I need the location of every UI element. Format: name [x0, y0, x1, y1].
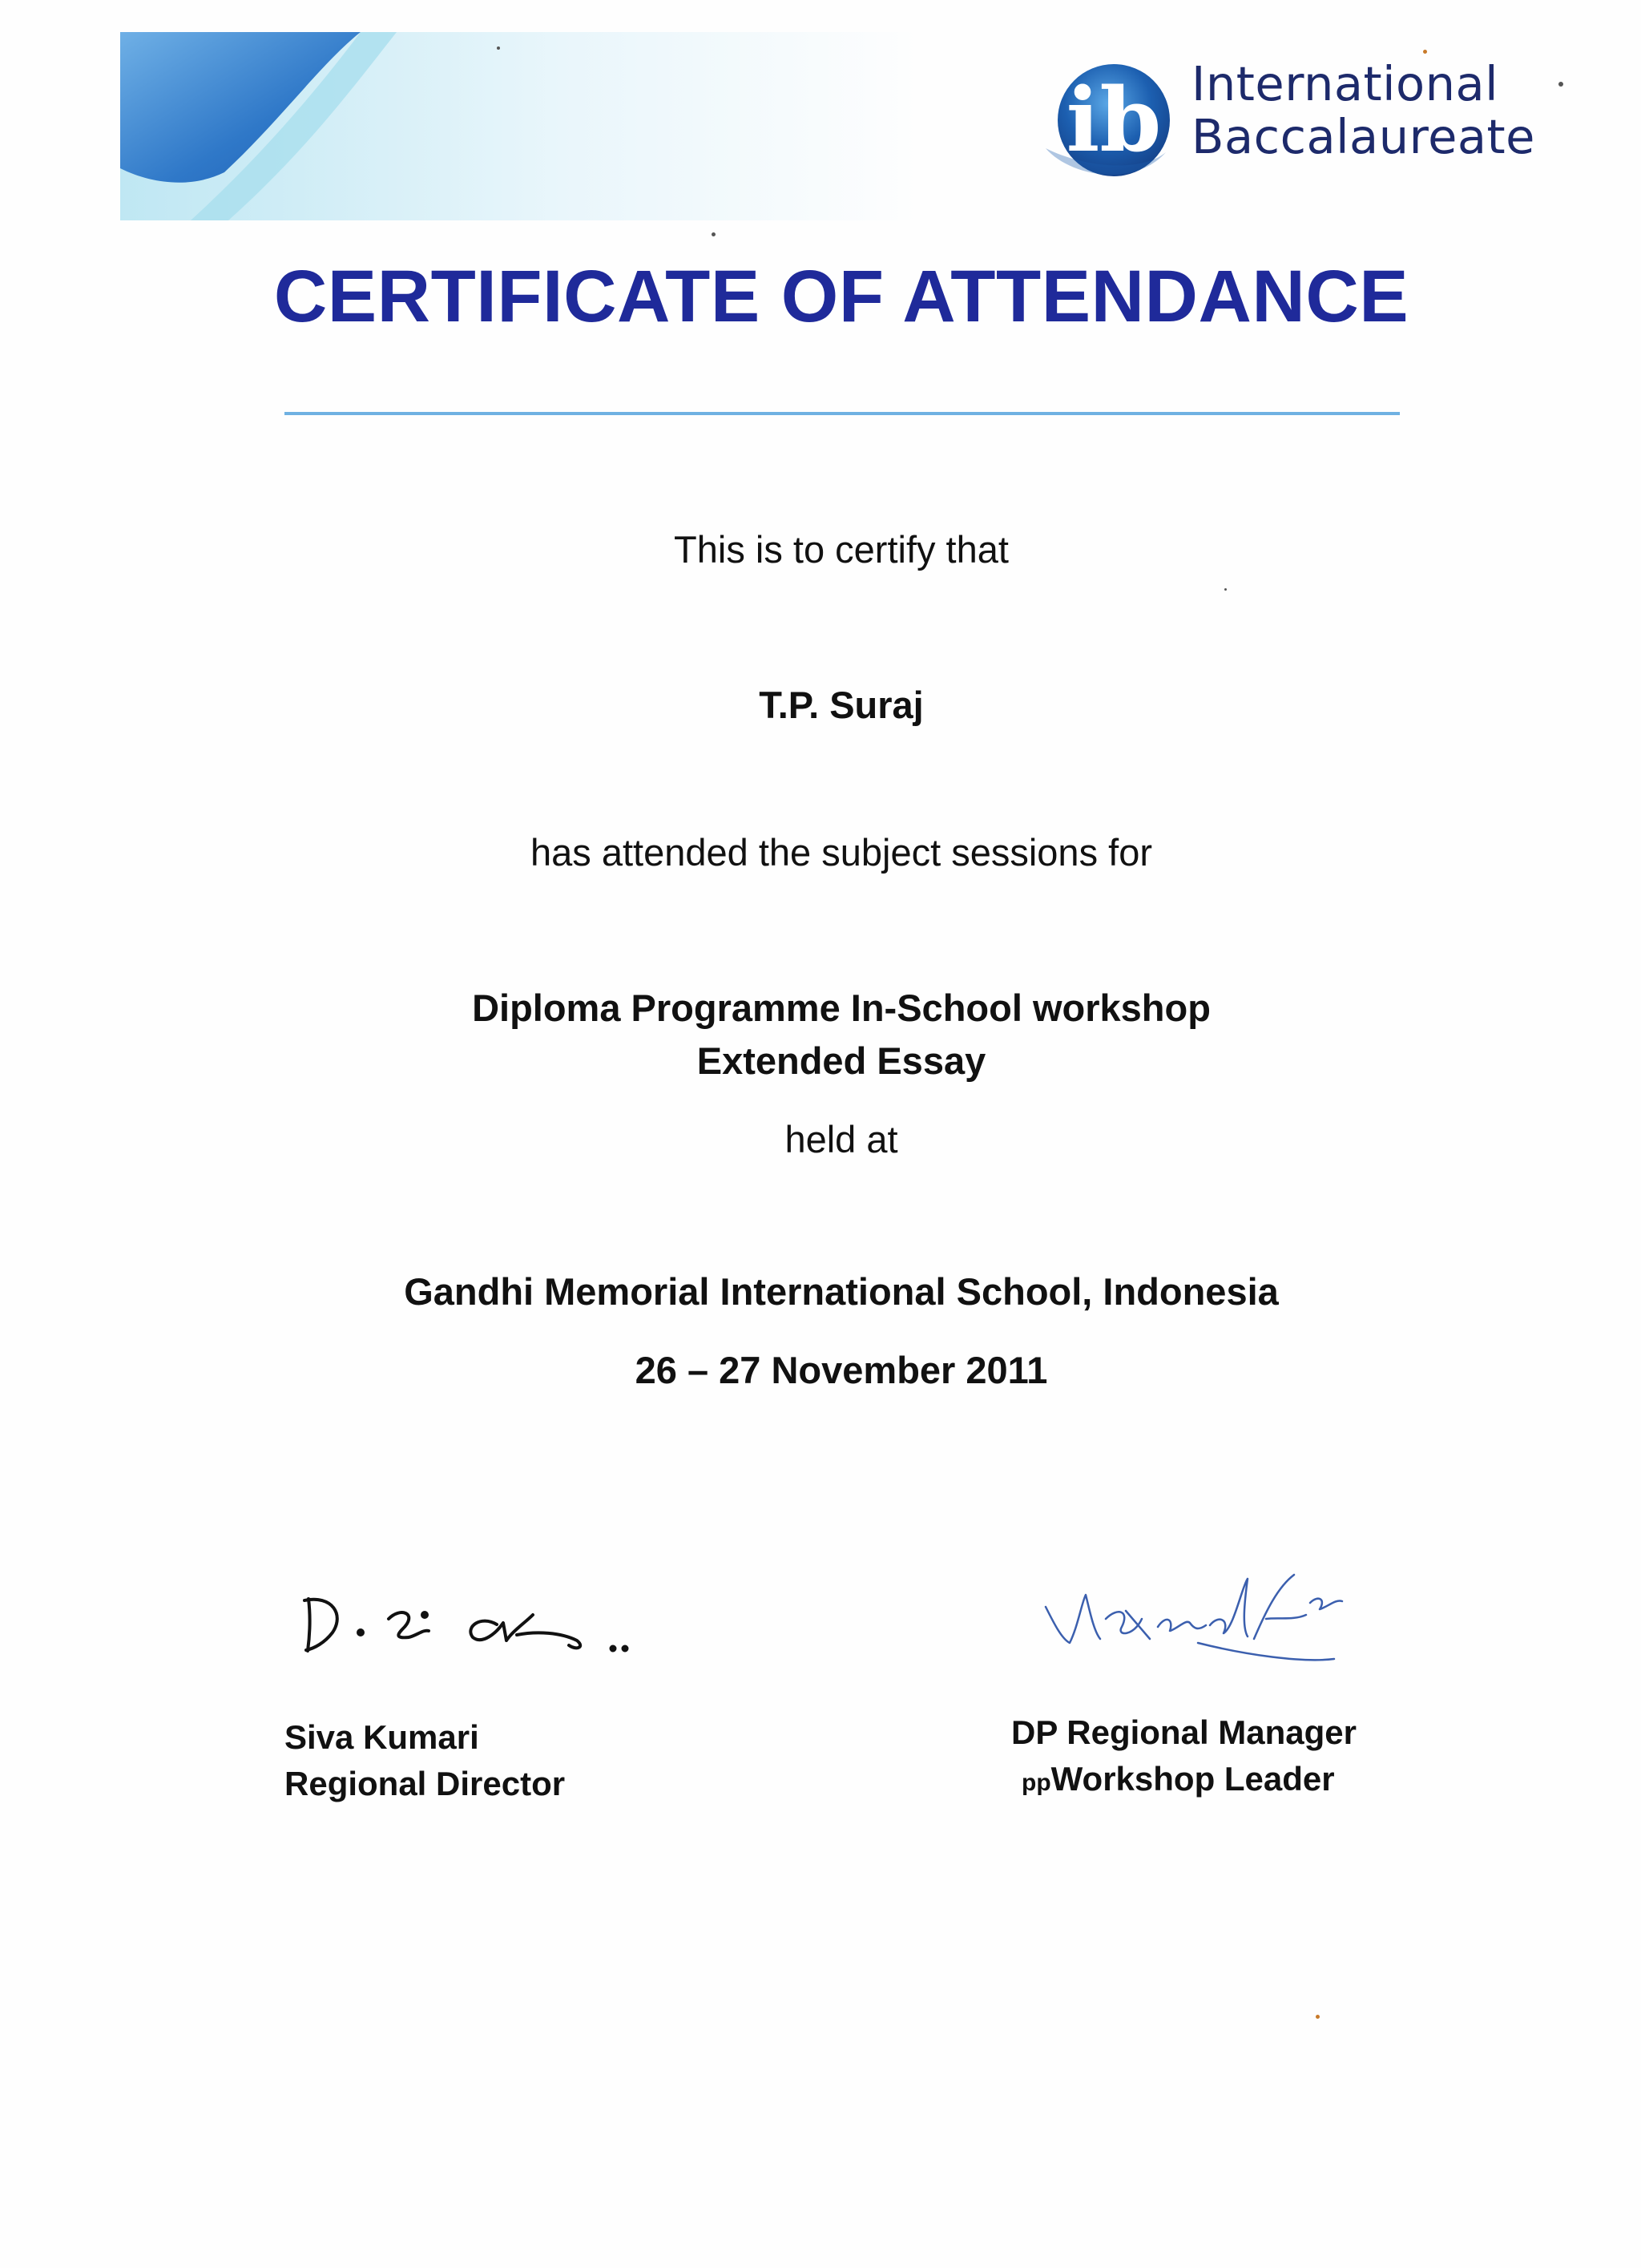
- venue-name: Gandhi Memorial International School, Indonesia: [404, 1270, 1279, 1313]
- scan-speck: [1316, 2015, 1320, 2019]
- header-swoosh-graphic: [120, 32, 921, 220]
- organization-name-line1: International: [1191, 56, 1499, 111]
- scan-speck: [1224, 588, 1227, 591]
- left-signature: [296, 1583, 681, 1671]
- attended-text: has attended the subject sessions for: [530, 831, 1152, 874]
- programme-subject: Extended Essay: [696, 1039, 986, 1082]
- scan-speck: [712, 232, 716, 236]
- ib-logo-letters: ib: [1066, 68, 1162, 172]
- right-signatory-role-2: [1011, 1756, 1357, 1806]
- pp-prefix: pp: [1022, 1770, 1051, 1796]
- organization-name-line2: Baccalaureate: [1191, 109, 1535, 164]
- intro-text: This is to certify that: [674, 528, 1009, 571]
- programme-name: Diploma Programme In-School workshop: [472, 987, 1211, 1029]
- scan-speck: [1558, 82, 1563, 87]
- left-signatory-role: Regional Director: [284, 1765, 566, 1802]
- scan-speck: [1423, 50, 1427, 54]
- right-signature: [1038, 1563, 1358, 1675]
- recipient-name: T.P. Suraj: [759, 684, 924, 726]
- event-dates: 26 – 27 November 2011: [635, 1349, 1048, 1391]
- title-divider: [284, 412, 1400, 415]
- held-at-text: held at: [784, 1118, 898, 1160]
- workshop-leader-label: Workshop Leader: [1050, 1760, 1335, 1798]
- ib-logo-icon: [1038, 56, 1174, 184]
- right-signatory-role: DP Regional Manager: [1011, 1713, 1357, 1751]
- left-signatory-name: Siva Kumari: [284, 1718, 479, 1756]
- right-signatory: [1011, 1709, 1357, 1806]
- scan-speck: [497, 46, 500, 50]
- left-signatory: [284, 1714, 565, 1807]
- certificate-title: CERTIFICATE OF ATTENDANCE: [273, 256, 1409, 337]
- organization-name: [1191, 58, 1535, 163]
